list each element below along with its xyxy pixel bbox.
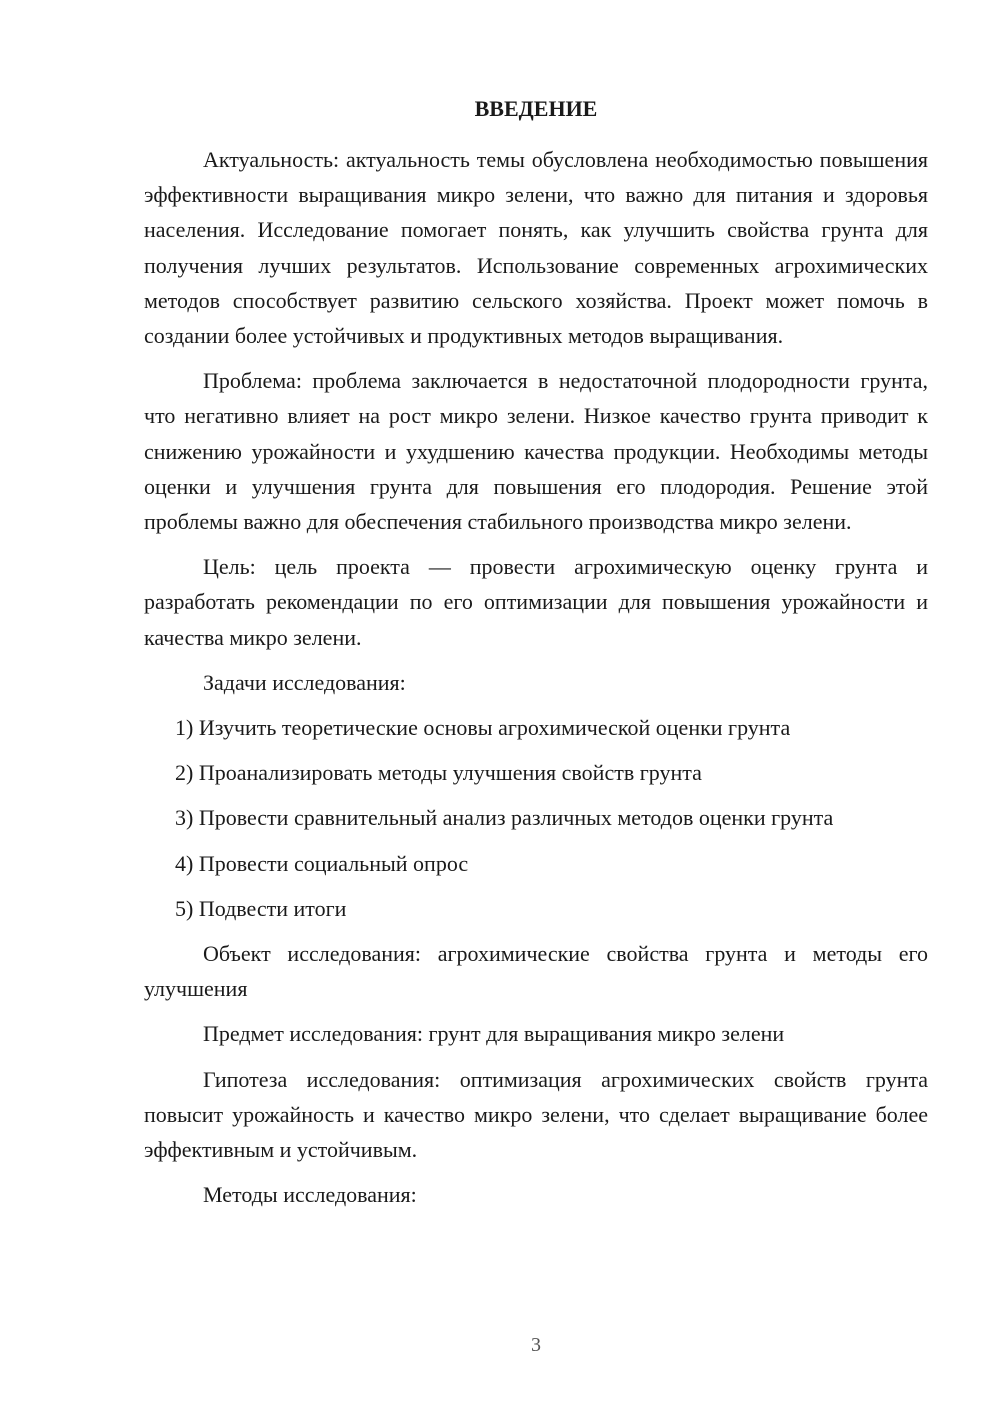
paragraph-goal: Цель: цель проекта — провести агрохимическую оценку грунта и разработать рекомендации по его оптимизации для повышения урожайности и качества микро зелени. [144, 554, 928, 650]
tasks-title: Задачи исследования: [203, 669, 406, 695]
paragraph-subject: Предмет исследования: грунт для выращивания микро зелени [203, 1021, 785, 1047]
list-item: 4) Провести социальный опрос [175, 850, 469, 876]
list-item: 3) Провести сравнительный анализ различных методов оценки грунта [175, 805, 834, 831]
paragraph-relevance: Актуальность: актуальность темы обусловлена необходимостью повышения эффективности выращивания микро зелени, что важно для питания и здоровья населения. Исследование помогает понять, как улучшить свойства грунта для получения лучших результатов. Использование современных агрохимических методов способствует развитию сельского хозяйства. Проект может помочь в создании более устойчивых и продуктивных методов выращивания. [144, 147, 928, 349]
list-item: 1) Изучить теоретические основы агрохимической оценки грунта [175, 715, 791, 741]
tasks-list [144, 710, 928, 926]
methods-title: Методы исследования: [203, 1182, 417, 1208]
document-body [144, 142, 928, 1222]
paragraph-object: Объект исследования: агрохимические свойства грунта и методы его улучшения [144, 941, 928, 1002]
list-item: 5) Подвести итоги [175, 895, 347, 921]
page-number: 3 [531, 1334, 541, 1356]
list-item: 2) Проанализировать методы улучшения свойств грунта [175, 760, 702, 786]
paragraph-hypothesis: Гипотеза исследования: оптимизация агрохимических свойств грунта повысит урожайность и качество микро зелени, что сделает выращивание более эффективным и устойчивым. [144, 1066, 928, 1163]
section-heading: ВВЕДЕНИЕ [474, 96, 598, 121]
paragraph-problem: Проблема: проблема заключается в недостаточной плодородности грунта, что негативно влияет на рост микро зелени. Низкое качество грунта приводит к снижению урожайности и ухудшению качества продукции. Необходимы методы оценки и улучшения грунта для повышения его плодородия. Решение этой проблемы важно для обеспечения стабильного производства микро зелени. [144, 368, 928, 535]
